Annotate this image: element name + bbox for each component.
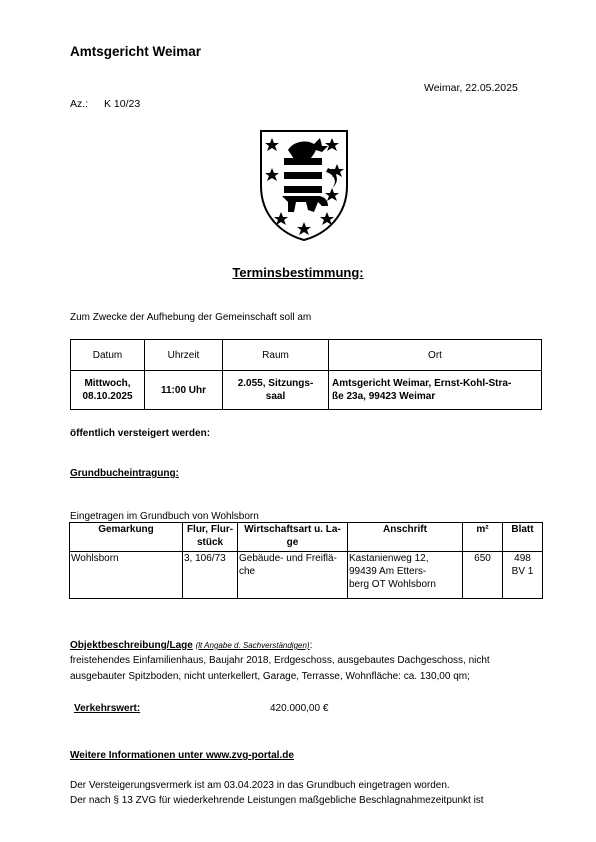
objekt-description-line: freistehendes Einfamilienhaus, Baujahr 2018, Erdgeschoss, ausgebautes Dachgeschoss, nicht	[70, 655, 490, 666]
thuringia-coat-of-arms-icon	[258, 128, 350, 242]
header-flur: Flur, Flur- stück	[183, 523, 238, 552]
verkehrswert-label: Verkehrswert:	[74, 703, 141, 714]
objekt-description-line: ausgebauter Spitzboden, nicht unterkellert, Garage, Terrasse, Wohnfläche: ca. 130,00 qm;	[70, 671, 470, 682]
objekt-heading-note: (lt Angabe d. Sachverständigen)	[195, 641, 310, 650]
objekt-heading-title: Objektbeschreibung/Lage	[70, 640, 193, 651]
cell-m2: 650	[463, 552, 503, 599]
objekt-heading	[70, 640, 312, 651]
auctioned-text: öffentlich versteigert werden:	[70, 428, 211, 439]
paragraph-line: Der Versteigerungsvermerk ist am 03.04.2023 in das Grundbuch eingetragen worden.	[70, 780, 450, 791]
page-title: Terminsbestimmung:	[232, 265, 364, 280]
cell-flur: 3, 106/73	[183, 552, 238, 599]
cell-wirtschaftsart: Gebäude- und Freiflä- che	[238, 552, 348, 599]
cell-datum: Mittwoch, 08.10.2025	[71, 371, 145, 410]
objekt-heading-colon: :	[309, 640, 313, 651]
header-gemarkung: Gemarkung	[70, 523, 183, 552]
cell-anschrift: Kastanienweg 12, 99439 Am Etters- berg OT Wohlsborn	[348, 552, 463, 599]
cell-blatt: 498 BV 1	[503, 552, 543, 599]
header-raum: Raum	[223, 340, 329, 371]
paragraph-line: Der nach § 13 ZVG für wiederkehrende Leistungen maßgebliche Beschlagnahmezeitpunkt ist	[70, 795, 484, 806]
cell-ort: Amtsgericht Weimar, Ernst-Kohl-Stra- ße 23a, 99423 Weimar	[329, 371, 542, 410]
file-number-label: Az.:	[70, 98, 89, 110]
termin-table	[70, 339, 542, 410]
header-uhrzeit: Uhrzeit	[145, 340, 223, 371]
grundbuch-heading: Grundbucheintragung:	[70, 468, 179, 479]
court-name: Amtsgericht Weimar	[70, 44, 202, 59]
header-blatt: Blatt	[503, 523, 543, 552]
place-date: Weimar, 22.05.2025	[424, 82, 518, 94]
cell-uhrzeit: 11:00 Uhr	[145, 371, 223, 410]
cell-raum: 2.055, Sitzungs- saal	[223, 371, 329, 410]
header-m2: m²	[463, 523, 503, 552]
termin-table-header	[71, 340, 542, 371]
intro-text: Zum Zwecke der Aufhebung der Gemeinschaft soll am	[70, 312, 312, 323]
table-row	[70, 552, 543, 599]
more-info-link[interactable]: Weitere Informationen unter www.zvg-portal.de	[70, 750, 294, 761]
grundbuch-intro: Eingetragen im Grundbuch von Wohlsborn	[70, 511, 259, 522]
table-row	[71, 371, 542, 410]
cell-gemarkung: Wohlsborn	[70, 552, 183, 599]
grundbuch-table-header	[70, 523, 543, 552]
file-number-value: K 10/23	[104, 98, 141, 110]
header-ort: Ort	[329, 340, 542, 371]
header-datum: Datum	[71, 340, 145, 371]
grundbuch-table	[69, 522, 543, 599]
header-anschrift: Anschrift	[348, 523, 463, 552]
header-wirtschaftsart: Wirtschaftsart u. La- ge	[238, 523, 348, 552]
verkehrswert-value: 420.000,00 €	[270, 703, 329, 714]
